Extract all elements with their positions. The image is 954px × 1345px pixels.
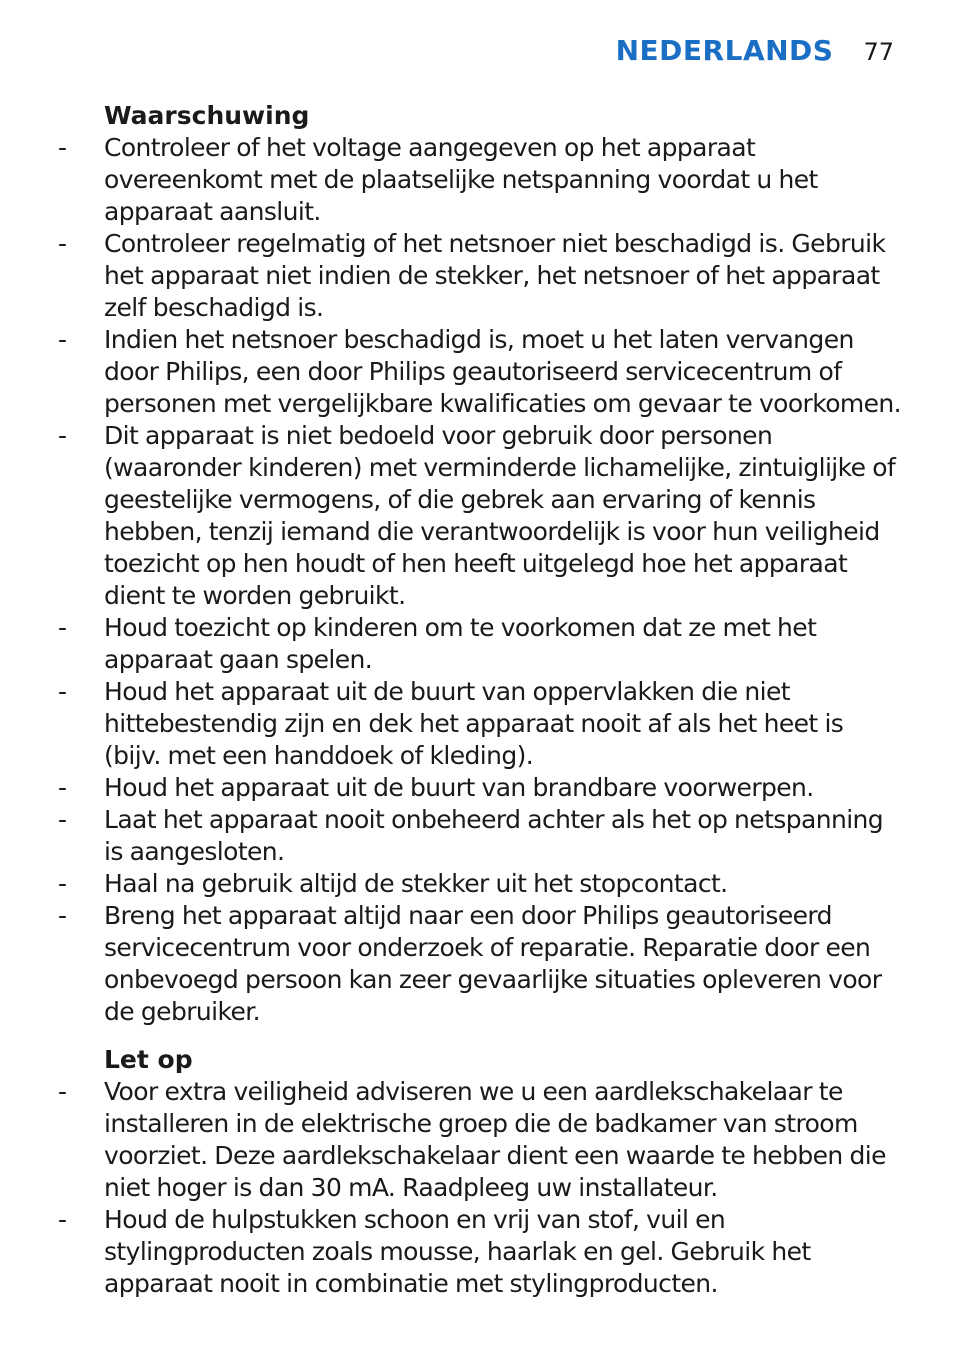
list-item xyxy=(58,1204,904,1300)
caution-heading: Let op xyxy=(104,1045,193,1074)
list-item xyxy=(58,420,904,612)
list-item xyxy=(58,228,904,324)
bullet-dash: - xyxy=(58,421,67,450)
list-item xyxy=(58,900,904,1028)
page-header xyxy=(616,34,894,67)
bullet-dash: - xyxy=(58,1205,67,1234)
bullet-dash: - xyxy=(58,869,67,898)
list-item-text: Controleer regelmatig of het netsnoer niet beschadigd is. Gebruik het apparaat niet indien de stekker, het netsnoer of het apparaat zelf beschadigd is. xyxy=(104,229,886,322)
section-spacer xyxy=(0,1028,954,1044)
list-item xyxy=(58,132,904,228)
bullet-dash: - xyxy=(58,613,67,642)
page-number: 77 xyxy=(863,38,894,66)
list-item-text: Breng het apparaat altijd naar een door Philips geautoriseerd servicecentrum voor onderzoek of reparatie. Reparatie door een onbevoegd persoon kan zeer gevaarlijke situaties opleveren voor de gebruiker. xyxy=(104,901,882,1026)
list-item-text: Houd het apparaat uit de buurt van oppervlakken die niet hittebestendig zijn en dek het apparaat nooit af als het heet is (bijv. met een handdoek of kleding). xyxy=(104,677,844,770)
list-item xyxy=(58,772,904,804)
warning-list xyxy=(0,132,954,1028)
list-item-text: Houd het apparaat uit de buurt van brandbare voorwerpen. xyxy=(104,773,814,802)
bullet-dash: - xyxy=(58,229,67,258)
list-item xyxy=(58,804,904,868)
list-item-text: Houd de hulpstukken schoon en vrij van stof, vuil en stylingproducten zoals mousse, haarlak en gel. Gebruik het apparaat nooit in combinatie met stylingproducten. xyxy=(104,1205,811,1298)
list-item-text: Haal na gebruik altijd de stekker uit het stopcontact. xyxy=(104,869,728,898)
list-item xyxy=(58,612,904,676)
bullet-dash: - xyxy=(58,901,67,930)
list-item-text: Houd toezicht op kinderen om te voorkomen dat ze met het apparaat gaan spelen. xyxy=(104,613,817,674)
language-title: NEDERLANDS xyxy=(615,34,834,67)
bullet-dash: - xyxy=(58,133,67,162)
list-item xyxy=(58,1076,904,1204)
warning-heading: Waarschuwing xyxy=(104,101,310,130)
bullet-dash: - xyxy=(58,1077,67,1106)
list-item-text: Controleer of het voltage aangegeven op het apparaat overeenkomt met de plaatselijke netspanning voordat u het apparaat aansluit. xyxy=(104,133,818,226)
caution-list xyxy=(0,1076,954,1300)
list-item xyxy=(58,676,904,772)
list-item-text: Indien het netsnoer beschadigd is, moet u het laten vervangen door Philips, een door Philips geautoriseerd servicecentrum of personen met vergelijkbare kwalificaties om gevaar te voorkomen. xyxy=(104,325,902,418)
bullet-dash: - xyxy=(58,773,67,802)
list-item-text: Dit apparaat is niet bedoeld voor gebruik door personen (waaronder kinderen) met verminderde lichamelijke, zintuiglijke of geestelijke vermogens, of die gebrek aan ervaring of kennis hebben, tenzij iemand die verantwoordelijk is voor hun veiligheid toezicht op hen houdt of hen heeft uitgelegd hoe het apparaat dient te worden gebruikt. xyxy=(104,421,896,610)
bullet-dash: - xyxy=(58,677,67,706)
list-item xyxy=(58,868,904,900)
list-item-text: Voor extra veiligheid adviseren we u een aardlekschakelaar te installeren in de elektrische groep die de badkamer van stroom voorziet. Deze aardlekschakelaar dient een waarde te hebben die niet hoger is dan 30 mA. Raadpleeg uw installateur. xyxy=(104,1077,886,1202)
list-item xyxy=(58,324,904,420)
page-content xyxy=(0,100,954,1300)
bullet-dash: - xyxy=(58,325,67,354)
bullet-dash: - xyxy=(58,805,67,834)
list-item-text: Laat het apparaat nooit onbeheerd achter als het op netspanning is aangesloten. xyxy=(104,805,884,866)
